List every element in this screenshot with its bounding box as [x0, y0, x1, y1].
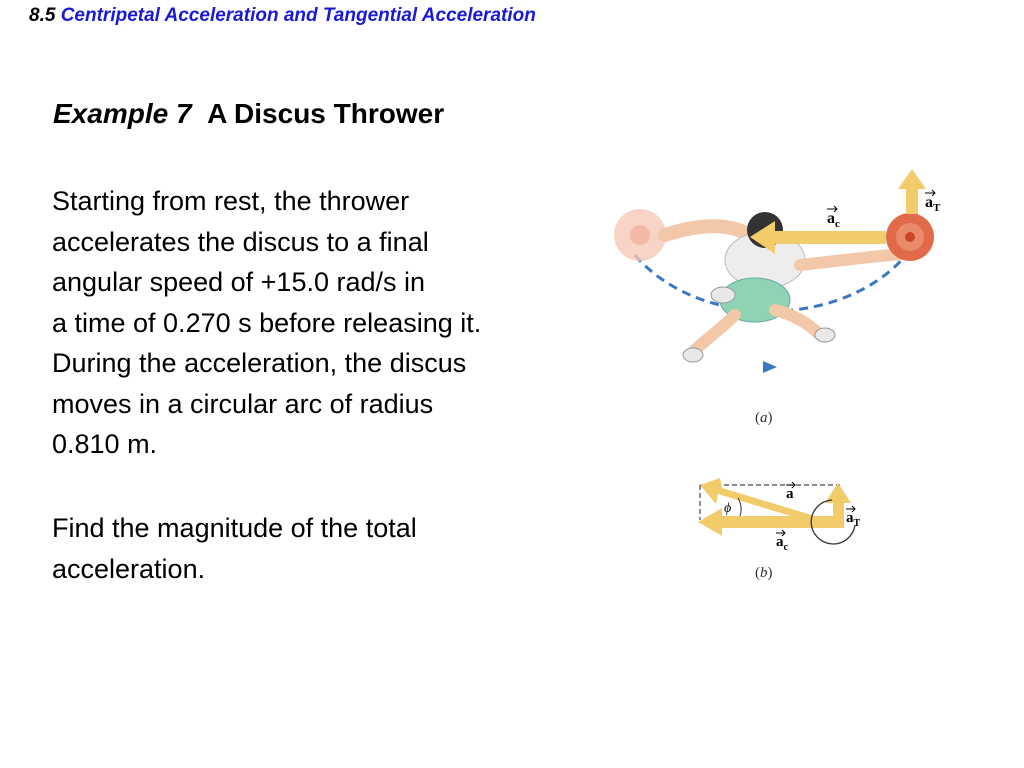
aT-label: $a_T$ — [846, 510, 861, 529]
aT-label: $a_T$ — [925, 194, 941, 214]
a-label: a — [786, 486, 794, 502]
aT-arrow-shaft — [906, 187, 918, 214]
problem-line: Starting from rest, the thrower — [52, 186, 410, 216]
ac-arrowhead — [698, 508, 722, 536]
example-name: A Discus Thrower — [207, 98, 445, 129]
section-number: 8.5 — [29, 5, 56, 26]
problem-line: During the acceleration, the discus — [52, 348, 467, 378]
question — [52, 508, 417, 589]
section-title: Centripetal Acceleration and Tangential Acceleration — [60, 5, 536, 26]
figure-a-caption: (a) — [755, 410, 773, 426]
problem-line: a time of 0.270 s before releasing it. — [52, 307, 482, 338]
problem-line: moves in a circular arc of radius — [52, 388, 434, 419]
phi-label: ϕ — [724, 501, 732, 516]
problem-statement — [52, 181, 612, 465]
problem-line: 0.810 m. — [52, 429, 158, 459]
problem-line: accelerates the discus to a final — [52, 226, 429, 257]
problem-line: angular speed of +15.0 rad/s in — [52, 267, 426, 297]
ac-arrow-shaft — [773, 231, 886, 244]
section-header — [29, 5, 536, 27]
aT-arrowhead — [898, 169, 926, 189]
example-label: Example 7 — [53, 98, 192, 129]
question-line: acceleration. — [52, 553, 206, 584]
question-line: Find the magnitude of the total — [52, 513, 417, 543]
figure-b-vector-diagram — [690, 470, 880, 555]
figure-b-caption: (b) — [755, 565, 773, 581]
example-heading — [53, 98, 444, 130]
arc-arrowhead — [763, 361, 777, 373]
figure-a-discus-thrower — [605, 165, 955, 400]
aT-arrow-shaft — [833, 500, 844, 528]
ac-label: $a_c$ — [827, 210, 840, 230]
ac-arrow-shaft — [720, 516, 838, 528]
ac-label: $a_c$ — [776, 534, 788, 553]
